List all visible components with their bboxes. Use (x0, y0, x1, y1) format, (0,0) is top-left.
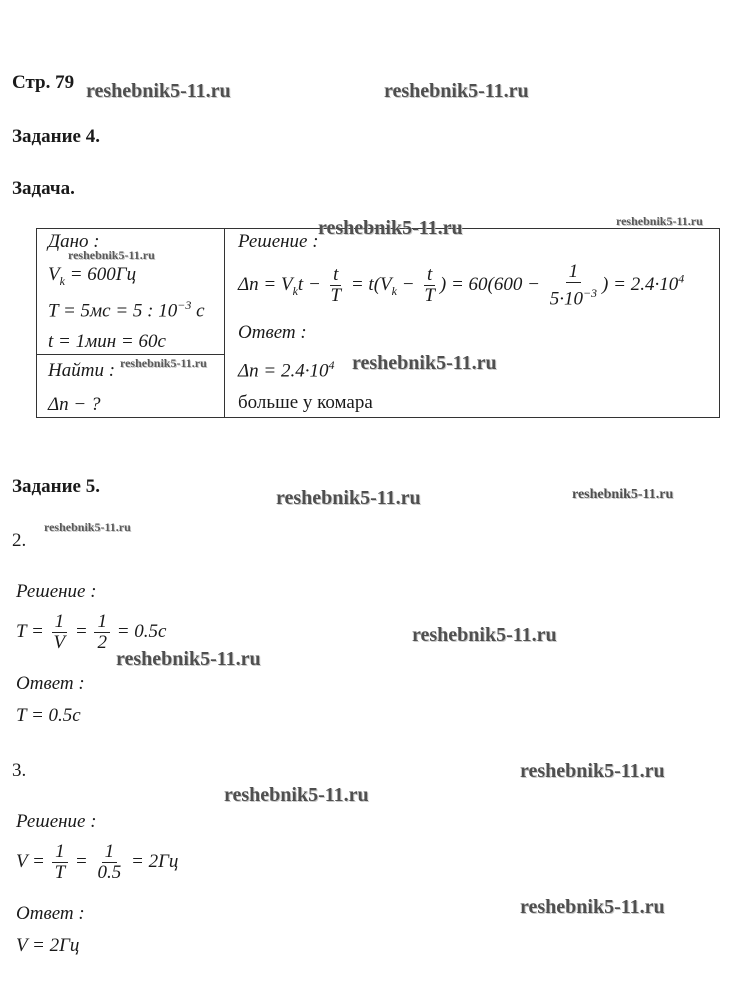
solution-label: Решение : (238, 231, 319, 252)
watermark: reshebnik5-11.ru (86, 80, 231, 102)
table-divider-vertical (224, 228, 225, 418)
watermark: reshebnik5-11.ru (520, 760, 665, 782)
table-divider-horizontal (36, 354, 225, 355)
watermark: reshebnik5-11.ru (116, 648, 261, 670)
watermark: reshebnik5-11.ru (412, 624, 557, 646)
part3-answer: V = 2Гц (16, 935, 80, 956)
part2-solution-label: Решение : (16, 581, 97, 602)
answer-value: $\Delta n = 2.4\cdot 10^4$ (238, 358, 335, 382)
watermark: reshebnik5-11.ru (44, 520, 131, 534)
watermark: reshebnik5-11.ru (120, 356, 207, 370)
part3-solution-label: Решение : (16, 811, 97, 832)
watermark: reshebnik5-11.ru (572, 487, 674, 502)
watermark: reshebnik5-11.ru (352, 352, 497, 374)
task5-heading: Задание 5. (12, 476, 100, 497)
part2-answer-label: Ответ : (16, 673, 85, 694)
given-frequency: $V_k = 600Гц$ (48, 264, 137, 288)
watermark: reshebnik5-11.ru (318, 217, 463, 239)
task4-heading: Задание 4. (12, 126, 100, 147)
part2-formula: T = $\frac{1}{V}$ = $\frac{1}{2}$ = 0.5с (16, 611, 167, 653)
part3-answer-label: Ответ : (16, 903, 85, 924)
given-time: t = 1мин = 60с (48, 331, 166, 352)
given-period: T = 5мс = 5 : $10^{-3}$ с (48, 298, 205, 322)
find-label: Найти : (48, 360, 116, 381)
given-label: Дано : (48, 231, 100, 252)
watermark: reshebnik5-11.ru (616, 214, 703, 228)
task4-subheading: Задача. (12, 178, 75, 199)
part2-number: 2. (12, 530, 27, 551)
part2-answer: T = 0.5с (16, 705, 81, 726)
answer-text: больше у комара (238, 392, 373, 413)
watermark: reshebnik5-11.ru (384, 80, 529, 102)
find-value: Δn − ? (48, 394, 101, 415)
solution-formula: $\Delta n = V_kt$ − $\frac{t}{T}$ = $t(V_k$ − $\frac{t}{T}$ ) = 60(600 − $\frac{1}{5\cdot 10^{-3}}$ ) = $2.4\cdot 10^4$ (238, 261, 685, 310)
watermark: reshebnik5-11.ru (68, 248, 155, 262)
page-label: Стр. 79 (12, 72, 75, 93)
part3-number: 3. (12, 760, 27, 781)
watermark: reshebnik5-11.ru (520, 896, 665, 918)
watermark: reshebnik5-11.ru (276, 487, 421, 509)
watermark: reshebnik5-11.ru (224, 784, 369, 806)
part3-formula: V = $\frac{1}{T}$ = $\frac{1}{0.5}$ = 2Гц (16, 841, 179, 883)
answer-label: Ответ : (238, 322, 307, 343)
